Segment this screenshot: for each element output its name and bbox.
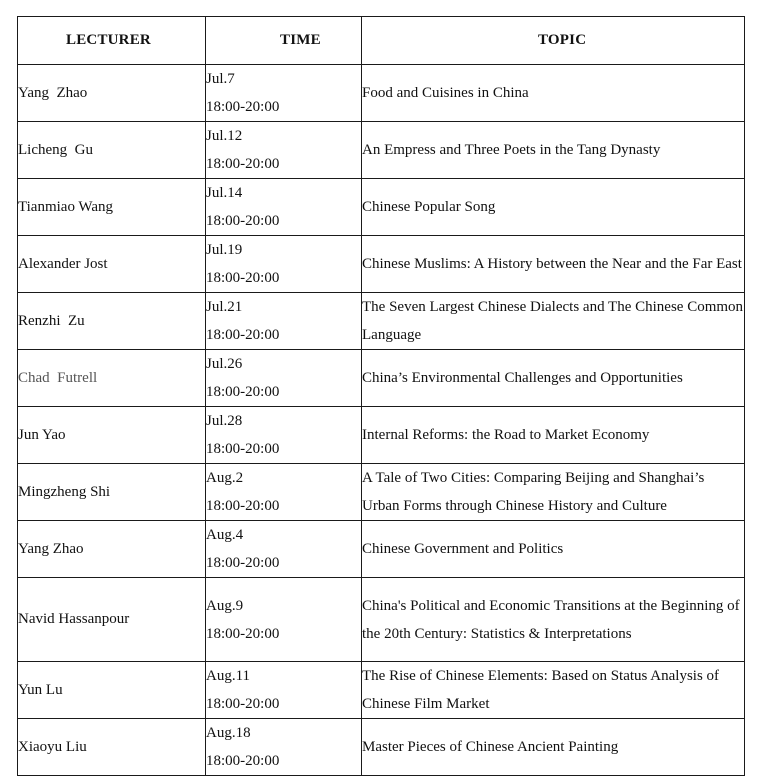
topic-cell: An Empress and Three Poets in the Tang Dynasty <box>362 122 745 179</box>
time-text: 18:00-20:00 <box>206 327 280 343</box>
topic-cell: China’s Environmental Challenges and Opportunities <box>362 350 745 407</box>
time-cell <box>206 407 362 464</box>
time-text: 18:00-20:00 <box>206 441 280 457</box>
table-row <box>18 122 745 179</box>
time-cell <box>206 662 362 719</box>
time-cell <box>206 578 362 662</box>
header-topic: TOPIC <box>362 17 745 65</box>
lecturer-cell: Tianmiao Wang <box>18 179 206 236</box>
topic-cell: Internal Reforms: the Road to Market Economy <box>362 407 745 464</box>
topic-cell: China's Political and Economic Transitions at the Beginning of the 20th Century: Statistics & Interpretations <box>362 578 745 662</box>
lecturer-cell: Alexander Jost <box>18 236 206 293</box>
topic-cell: A Tale of Two Cities: Comparing Beijing and Shanghai’s Urban Forms through Chinese History and Culture <box>362 464 745 521</box>
lecturer-cell: Chad Futrell <box>18 350 206 407</box>
time-text: 18:00-20:00 <box>206 498 280 514</box>
topic-cell: Food and Cuisines in China <box>362 65 745 122</box>
topic-cell: The Rise of Chinese Elements: Based on Status Analysis of Chinese Film Market <box>362 662 745 719</box>
header-row <box>18 17 745 65</box>
header-lecturer: LECTURER <box>18 17 206 65</box>
lecturer-cell: Renzhi Zu <box>18 293 206 350</box>
date-text: Aug.11 <box>206 668 251 684</box>
time-text: 18:00-20:00 <box>206 753 280 769</box>
time-cell <box>206 236 362 293</box>
lecturer-cell: Licheng Gu <box>18 122 206 179</box>
time-text: 18:00-20:00 <box>206 270 280 286</box>
table-row <box>18 521 745 578</box>
time-text: 18:00-20:00 <box>206 696 280 712</box>
time-text: 18:00-20:00 <box>206 555 280 571</box>
lecturer-cell: Yang Zhao <box>18 65 206 122</box>
lecturer-cell: Xiaoyu Liu <box>18 719 206 776</box>
time-text: 18:00-20:00 <box>206 625 280 642</box>
topic-cell: Chinese Government and Politics <box>362 521 745 578</box>
table-row <box>18 464 745 521</box>
lecturer-cell: Jun Yao <box>18 407 206 464</box>
time-cell <box>206 293 362 350</box>
time-text: 18:00-20:00 <box>206 384 280 400</box>
table-row <box>18 578 745 662</box>
time-text: 18:00-20:00 <box>206 156 280 172</box>
table-row <box>18 407 745 464</box>
table-row <box>18 179 745 236</box>
header-time: TIME <box>206 17 362 65</box>
date-text: Jul.7 <box>206 71 235 87</box>
date-text: Aug.4 <box>206 527 244 543</box>
time-cell <box>206 122 362 179</box>
lecturer-cell: Yun Lu <box>18 662 206 719</box>
time-text: 18:00-20:00 <box>206 99 280 115</box>
table-row <box>18 350 745 407</box>
date-text: Jul.14 <box>206 185 243 201</box>
date-text: Jul.12 <box>206 128 243 144</box>
time-cell <box>206 719 362 776</box>
lecturer-cell: Yang Zhao <box>18 521 206 578</box>
time-cell <box>206 179 362 236</box>
time-cell <box>206 521 362 578</box>
date-text: Jul.19 <box>206 242 243 258</box>
date-text: Aug.18 <box>206 725 251 741</box>
date-text: Aug.9 <box>206 597 244 614</box>
table-row <box>18 293 745 350</box>
date-text: Aug.2 <box>206 470 244 486</box>
date-text: Jul.26 <box>206 356 243 372</box>
table-row <box>18 65 745 122</box>
topic-cell: Chinese Muslims: A History between the Near and the Far East <box>362 236 745 293</box>
time-cell <box>206 464 362 521</box>
table-row <box>18 719 745 776</box>
date-text: Jul.21 <box>206 299 243 315</box>
topic-cell: The Seven Largest Chinese Dialects and The Chinese Common Language <box>362 293 745 350</box>
date-text: Jul.28 <box>206 413 243 429</box>
table-row <box>18 236 745 293</box>
lecturer-cell: Navid Hassanpour <box>18 578 206 662</box>
topic-cell: Master Pieces of Chinese Ancient Painting <box>362 719 745 776</box>
lecturer-cell: Mingzheng Shi <box>18 464 206 521</box>
table-row <box>18 662 745 719</box>
topic-cell: Chinese Popular Song <box>362 179 745 236</box>
lecture-schedule-table <box>17 16 745 776</box>
time-cell <box>206 65 362 122</box>
time-cell <box>206 350 362 407</box>
time-text: 18:00-20:00 <box>206 213 280 229</box>
